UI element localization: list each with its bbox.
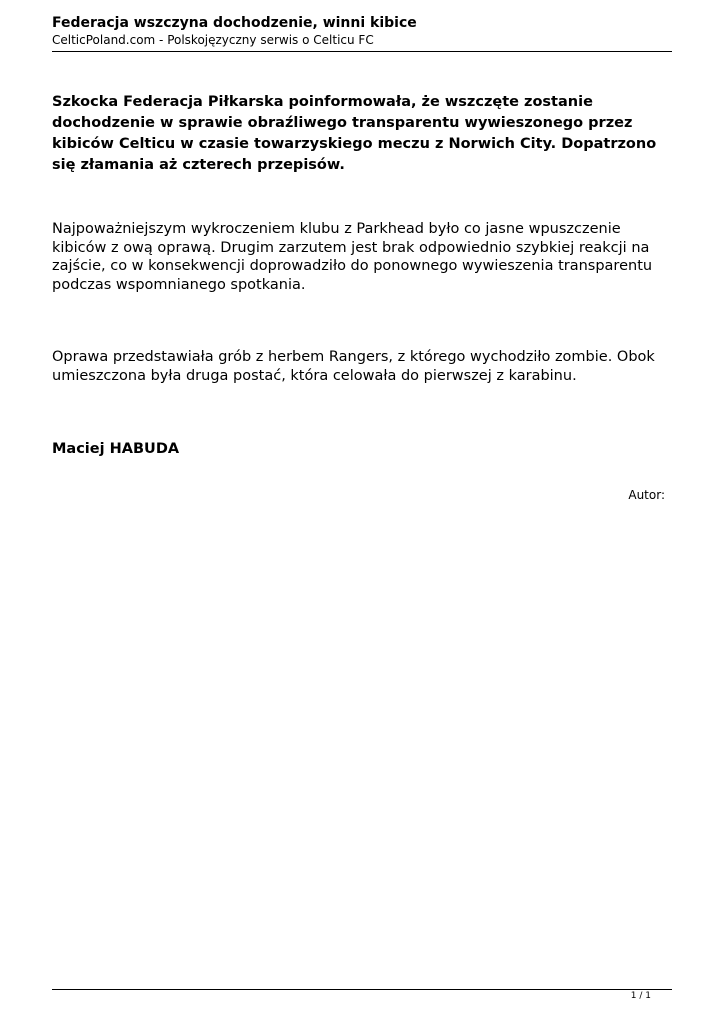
- footer-divider: [52, 989, 672, 990]
- header-divider: [52, 51, 672, 52]
- document-header: [52, 14, 672, 48]
- article-lead: Szkocka Federacja Piłkarska poinformowała, że wszczęte zostanie dochodzenie w sprawie obraźliwego transparentu wywieszonego przez kibiców Celticu w czasie towarzyskiego meczu z Norwich City. Dopatrzono się złamania aż czterech przepisów.: [52, 94, 657, 173]
- document-title: Federacja wszczyna dochodzenie, winni kibice: [52, 15, 417, 31]
- site-subtitle: CelticPoland.com - Polskojęzyczny serwis o Celticu FC: [52, 33, 374, 47]
- article-paragraph: Najpoważniejszym wykroczeniem klubu z Parkhead było co jasne wpuszczenie kibiców z ową oprawą. Drugim zarzutem jest brak odpowiednio szybkiej reakcji na zajście, co w konsekwencji doprowadziło do ponownego wywieszenia transparentu podczas wspomnianego spotkania.: [52, 221, 653, 293]
- article-paragraph: Oprawa przedstawiała grób z herbem Rangers, z którego wychodziło zombie. Obok umieszczona była druga postać, która celowała do pierwszej z karabinu.: [52, 349, 655, 384]
- page-number: 1 / 1: [630, 991, 651, 1001]
- author-label: Autor:: [628, 488, 665, 502]
- article-signature: Maciej HABUDA: [52, 441, 180, 457]
